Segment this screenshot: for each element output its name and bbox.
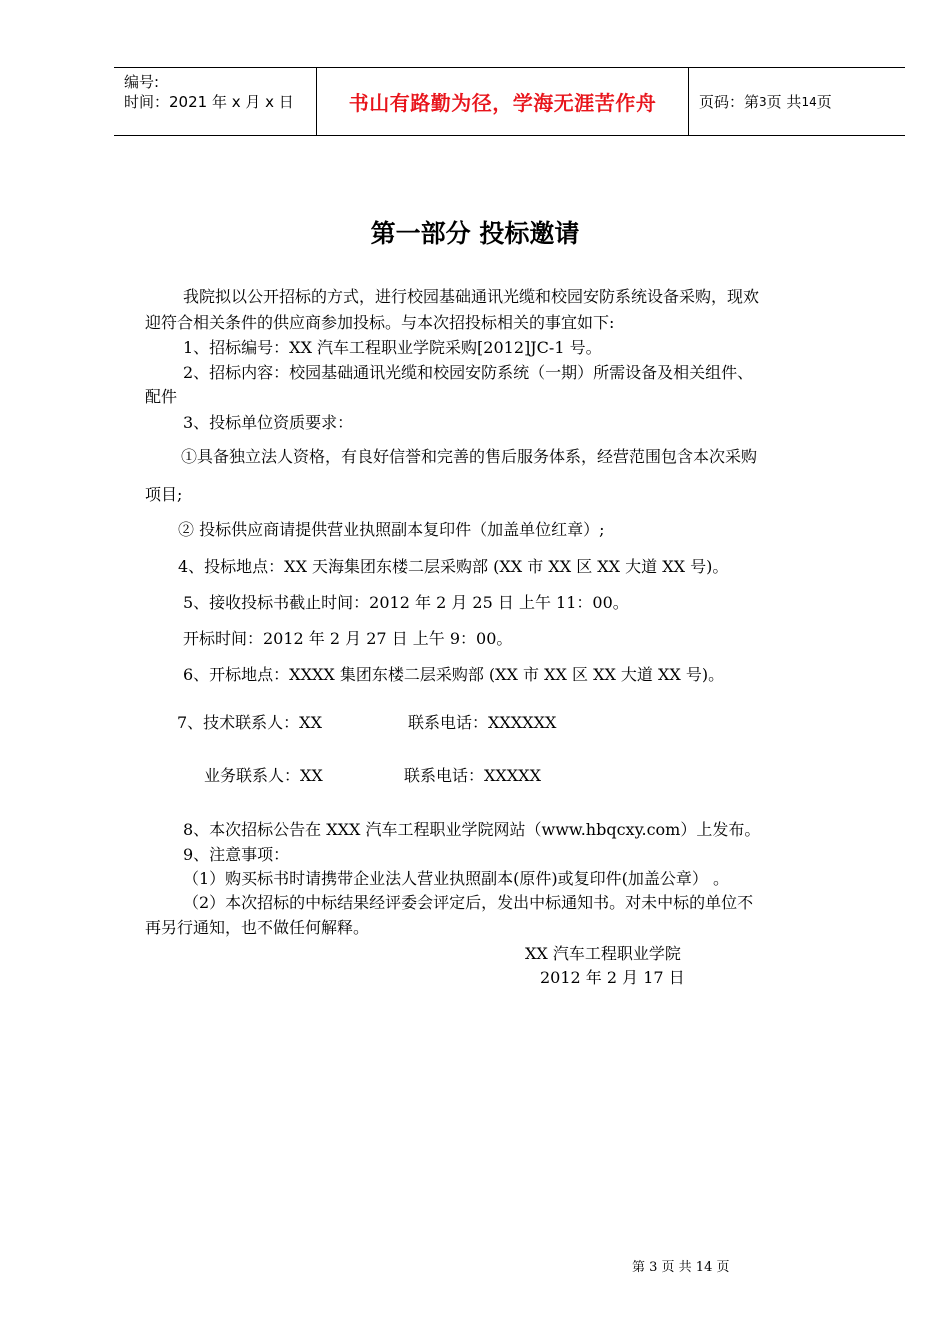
page-end: 页 [816, 93, 832, 111]
item-4: 4、投标地点：XX 天海集团东楼二层采购部 (XX 市 XX 区 XX 大道 XX 号)。 [178, 557, 729, 576]
header-table [114, 67, 905, 136]
header-motto: 书山有路勤为径，学海无涯苦作舟 [316, 68, 689, 135]
item-3a-line-2: 项目; [145, 485, 183, 504]
page-total: 14 [801, 94, 817, 109]
item-5: 5、接收投标书截止时间：2012 年 2 月 25 日 上午 11：00。 [183, 593, 629, 612]
page-mid: 页 共 [766, 93, 802, 111]
number-label: 编号: [124, 73, 160, 91]
signature-date: 2012 年 2 月 17 日 [540, 968, 685, 987]
item-1: 1、招标编号：XX 汽车工程职业学院采购[2012]JC-1 号。 [183, 338, 602, 357]
intro-line-1: 我院拟以公开招标的方式，进行校园基础通讯光缆和校园安防系统设备采购，现欢 [183, 287, 760, 306]
page-title: 第一部分 投标邀请 [370, 219, 580, 248]
signature-org: XX 汽车工程职业学院 [525, 944, 681, 963]
item-9-2-line-1: （2）本次招标的中标结果经评委会评定后，发出中标通知书。对未中标的单位不 [183, 893, 754, 912]
item-9-1: （1）购买标书时请携带企业法人营业执照副本(原件)或复印件(加盖公章） 。 [183, 869, 729, 888]
page-label: 页码：第 [699, 93, 760, 111]
item-5-open: 开标时间：2012 年 2 月 27 日 上午 9：00。 [183, 629, 513, 648]
item-9: 9、注意事项： [183, 845, 290, 864]
header-page [689, 68, 905, 135]
item-6: 6、开标地点：XXXX 集团东楼二层采购部 (XX 市 XX 区 XX 大道 XX 号)。 [183, 665, 725, 684]
item-2-line-2: 配件 [145, 387, 178, 406]
item-8: 8、本次招标公告在 XXX 汽车工程职业学院网站（www.hbqcxy.com）上发布。 [183, 820, 761, 839]
header-meta [114, 68, 316, 135]
item-9-2-line-2: 再另行通知，也不做任何解释。 [145, 918, 370, 937]
page-footer: 第 3 页 共 14 页 [632, 1260, 730, 1275]
page-number: 3 [759, 94, 767, 109]
intro-line-2: 迎符合相关条件的供应商参加投标。与本次招投标相关的事宜如下: [145, 313, 615, 332]
item-3b: ② 投标供应商请提供营业执照副本复印件（加盖单位红章）; [178, 520, 605, 539]
item-7-tech: 7、技术联系人：XX [177, 713, 322, 732]
item-2-line-1: 2、招标内容：校园基础通讯光缆和校园安防系统（一期）所需设备及相关组件、 [183, 363, 754, 382]
item-3: 3、投标单位资质要求： [183, 413, 354, 432]
item-7-biz: 业务联系人：XX [204, 766, 323, 785]
item-7-tech-phone: 联系电话：XXXXXX [408, 713, 557, 732]
item-3a-line-1: ①具备独立法人资格，有良好信誉和完善的售后服务体系，经营范围包含本次采购 [181, 447, 758, 466]
time-text: 时间：2021 年 x 月 x 日 [124, 93, 294, 111]
item-7-biz-phone: 联系电话：XXXXX [404, 766, 541, 785]
